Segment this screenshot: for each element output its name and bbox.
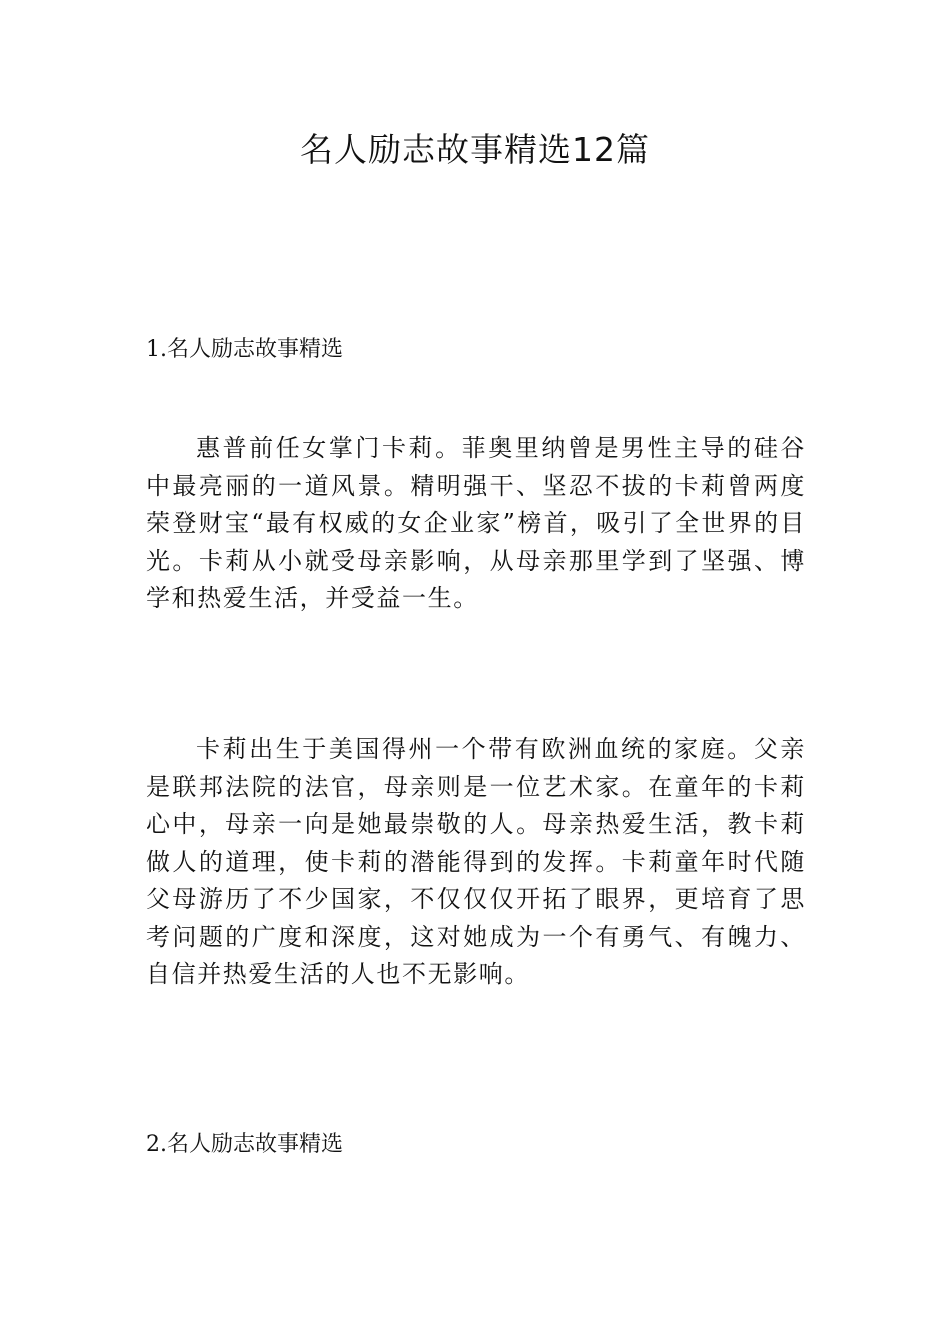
section-1-paragraph-2: 卡莉出生于美国得州一个带有欧洲血统的家庭。父亲是联邦法院的法官，母亲则是一位艺术家。在童年的卡莉心中，母亲一向是她最崇敬的人。母亲热爱生活，教卡莉做人的道理，使卡莉的潜能得到的发挥。卡莉童年时代随父母游历了不少国家，不仅仅仅开拓了眼界，更培育了思考问题的广度和深度，这对她成为一个有勇气、有魄力、自信并热爱生活的人也不无影响。 <box>146 735 806 988</box>
section-1-paragraph-1: 惠普前任女掌门卡莉。菲奥里纳曾是男性主导的硅谷中最亮丽的一道风景。精明强干、坚忍不拔的卡莉曾两度荣登财宝“最有权威的女企业家”榜首，吸引了全世界的目光。卡莉从小就受母亲影响，从母亲那里学到了坚强、博学和热爱生活，并受益一生。 <box>146 434 806 612</box>
section-heading-1: 1.名人励志故事精选 <box>146 337 343 362</box>
document-title: 名人励志故事精选12篇 <box>300 130 650 169</box>
section-heading-2: 2.名人励志故事精选 <box>146 1132 343 1157</box>
